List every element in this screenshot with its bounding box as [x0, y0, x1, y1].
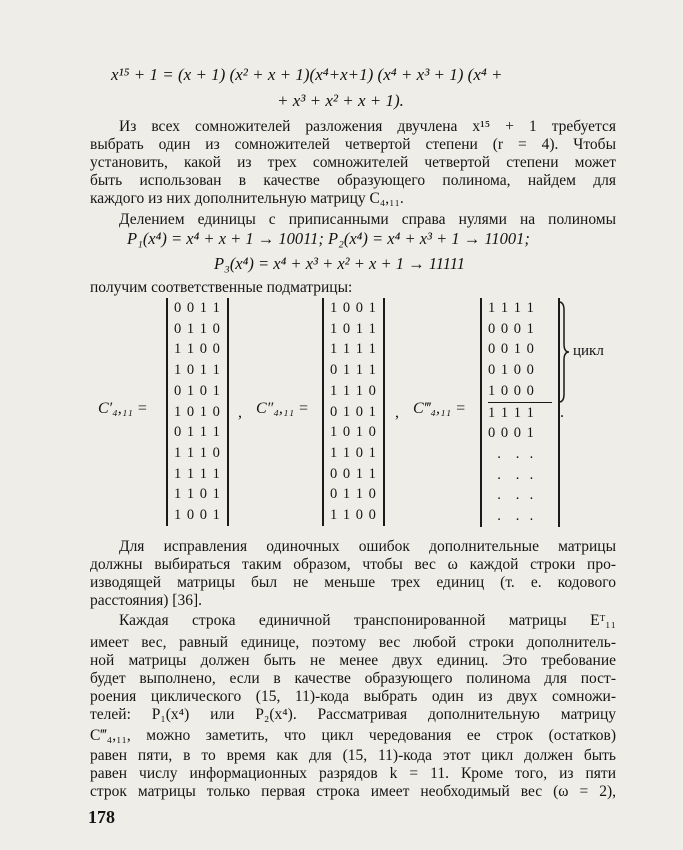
matrix-row: 1 0 0 1 [174, 507, 221, 524]
polynomial-line-1: P₁(x⁴) = x⁴ + x + 1 → 10011; P₂(x⁴) = x⁴ + x³ + 1 → 11001; [127, 229, 530, 248]
para3-line: расстояния) [36]. [90, 592, 202, 609]
matrix-c3 [480, 298, 560, 527]
matrix-row: 0 1 1 0 [330, 486, 377, 503]
para4-line: равен числу информационных разрядов k = 11. Кроме того, из пяти [90, 765, 616, 782]
matrix-c3-label: C‴₄,₁₁ = [413, 400, 466, 417]
matrix-row: 0 1 0 1 [330, 403, 377, 420]
para1-line: каждого из них дополнительную матрицу C₄,₁₁. [90, 190, 404, 207]
cycle-brace-icon [557, 300, 571, 404]
para4-line: ной матрицы должен быть не менее двух единиц. Это требование [90, 652, 616, 669]
matrix-c1-label: C′₄,₁₁ = [98, 400, 148, 417]
page-number: 178 [88, 807, 115, 827]
matrix-row: 0 0 1 0 [488, 341, 535, 358]
matrix-c1-trail: , [238, 404, 242, 421]
matrix-row: 0 1 1 0 [174, 320, 221, 337]
matrix-row: 0 0 0 1 [488, 425, 535, 442]
para4-line: роения циклического (15, 11)-кода выбрать один из двух сомножи- [90, 688, 616, 705]
matrix-row: 0 1 1 1 [330, 362, 377, 379]
para2-end: получим соответственные подматрицы: [90, 279, 353, 296]
matrix-row: 0 0 1 1 [330, 465, 377, 482]
para1-line: установить, какой из трех сомножителей четвертой степени может [90, 154, 616, 171]
equation-line-2: + x³ + x² + x + 1). [277, 91, 404, 110]
para4-line: имеет вес, равный единице, поэтому вес любой строки дополнитель- [90, 634, 616, 651]
matrix-c2-label: C″₄,₁₁ = [256, 400, 309, 417]
matrix-row: 0 0 0 1 [488, 320, 535, 337]
para4-line: Каждая строка единичной транспонированной матрицы Eᵀ₁₁ [119, 612, 616, 629]
cycle-label: цикл [573, 343, 604, 359]
para4-line: строк матрицы только первая строка имеет необходимый вес (ω = 2), [90, 783, 616, 800]
matrix-row: 1 1 1 0 [330, 382, 377, 399]
matrix-row: 0 1 0 1 [174, 382, 221, 399]
equation-line-1: x¹⁵ + 1 = (x + 1) (x² + x + 1)(x⁴+x+1) (x⁴ + x³ + 1) (x⁴ + [111, 65, 503, 84]
matrix-row: 0 1 1 1 [174, 424, 221, 441]
para1-line: быть использован в качестве образующего полинома, найдем для [90, 172, 616, 189]
matrix-row: 1 0 1 0 [330, 424, 377, 441]
matrix-c3-trail: . [560, 404, 564, 421]
matrix-c1 [166, 298, 229, 526]
matrix-c2-trail: , [395, 404, 399, 421]
matrix-row: 1 0 1 1 [174, 362, 221, 379]
matrix-row: 0 0 1 1 [174, 300, 221, 316]
matrix-row: 1 1 0 0 [174, 341, 221, 358]
matrix-row: . . . [488, 445, 535, 462]
matrix-row: 1 1 1 0 [174, 444, 221, 461]
polynomial-line-2: P₃(x⁴) = x⁴ + x³ + x² + x + 1 → 11111 [214, 254, 466, 273]
matrix-row: 1 1 0 0 [330, 507, 377, 524]
para1-line: Из всех сомножителей разложения двучлена x¹⁵ + 1 требуется [119, 118, 616, 135]
para4-line: будет выполнено, если в качестве образующего полинома для пост- [90, 670, 616, 687]
para4-line: равен пяти, в то время как для (15, 11)-кода этот цикл должен быть [90, 747, 616, 764]
para1-line: выбрать один из сомножителей четвертой степени (r = 4). Чтобы [90, 136, 616, 153]
para3-line: должны выбираться таким образом, чтобы вес ω каждой строки про- [90, 556, 616, 573]
matrix-row: 1 1 1 1 [330, 341, 377, 358]
matrix-row: 1 0 0 0 [488, 382, 535, 399]
matrix-row: 0 1 0 0 [488, 362, 535, 379]
matrix-row: 1 1 1 1 [488, 300, 535, 316]
para2-line: Делением единицы с приписанными справа нулями на полиномы [119, 211, 616, 228]
matrix-row: . . . [488, 508, 535, 525]
para4-line: телей: P₁(x⁴) или P₂(x⁴). Рассматривая дополнительную матрицу [90, 706, 616, 723]
matrix-row: 1 1 1 1 [174, 465, 221, 482]
matrix-row: . . . [488, 487, 535, 504]
para3-line: Для исправления одиночных ошибок дополнительные матрицы [119, 538, 616, 555]
para4-line: C‴₄,₁₁, можно заметить, что цикл чередования ее строк (остатков) [90, 727, 616, 744]
matrix-row: 1 1 0 1 [330, 444, 377, 461]
matrix-c2 [322, 298, 385, 526]
matrix-row: 1 0 0 1 [330, 300, 377, 316]
matrix-row: 1 1 1 1 [488, 402, 552, 424]
para3-line: изводящей матрицы был не меньше трех единиц (т. е. кодового [90, 574, 616, 591]
matrix-row: 1 0 1 0 [174, 403, 221, 420]
matrix-row: 1 0 1 1 [330, 320, 377, 337]
matrix-row: 1 1 0 1 [174, 486, 221, 503]
matrix-row: . . . [488, 466, 535, 483]
